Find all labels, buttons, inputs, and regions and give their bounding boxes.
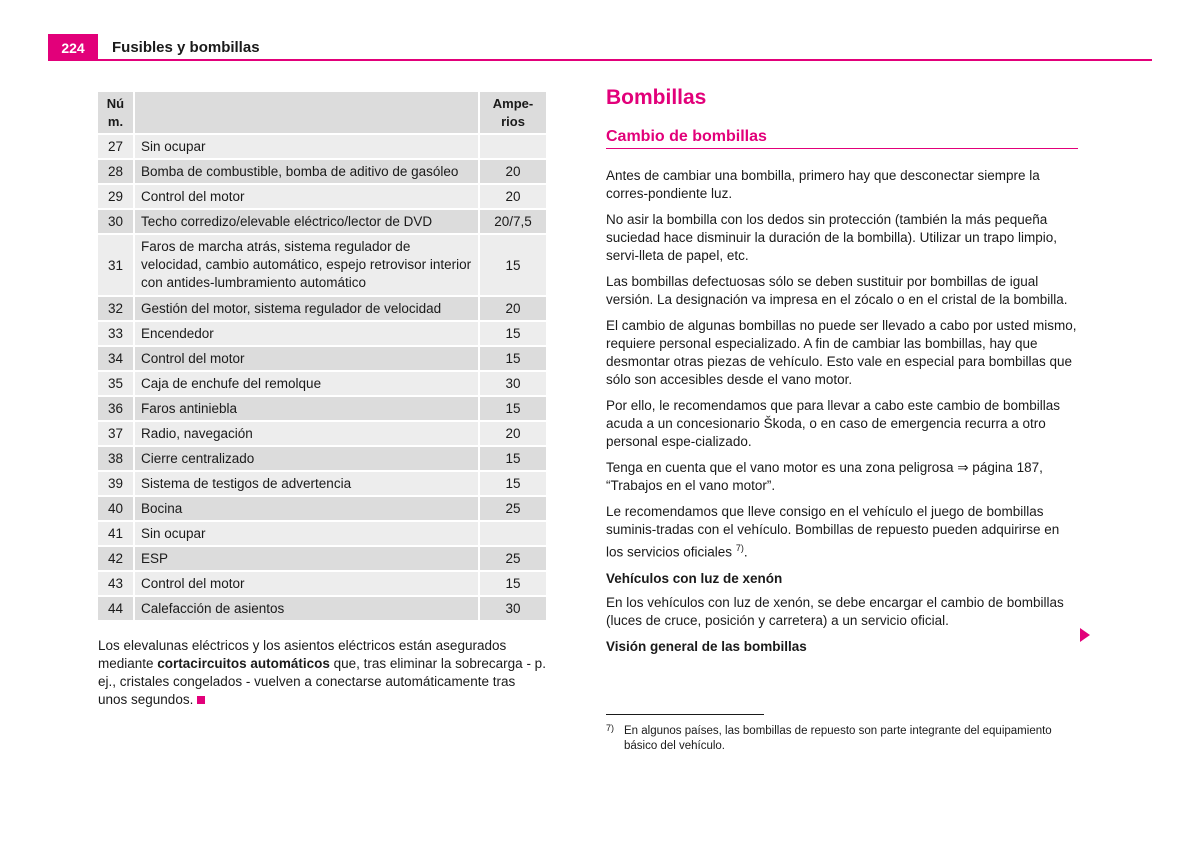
fuse-description-cell: Caja de enchufe del remolque [134,371,479,396]
table-row [98,396,547,421]
table-row [98,134,547,159]
table-header-row [98,92,547,134]
fuse-amperes-cell: 15 [479,571,547,596]
fuse-description-cell: Calefacción de asientos [134,596,479,621]
column-header-number-line2: m. [107,113,124,129]
fuse-description-cell: Sistema de testigos de advertencia [134,471,479,496]
note-text-bold: cortacircuitos automáticos [157,656,330,671]
subheading-xenon: Vehículos con luz de xenón [606,570,783,586]
fuse-description-cell: Radio, navegación [134,421,479,446]
paragraph-7-text: Le recomendamos que lleve consigo en el vehículo el juego de bombillas suminis-tradas con el vehículo. Bombillas de repuesto pueden adquirirse en los servicios oficiales [606,504,1060,560]
fuse-amperes-cell: 20 [479,421,547,446]
end-of-section-square-icon [197,696,205,704]
section-title: Bombillas [606,86,707,109]
table-row [98,496,547,521]
paragraph-7 [606,503,1078,562]
fuse-amperes-cell: 25 [479,496,547,521]
fuse-description-cell: Sin ocupar [134,134,479,159]
column-header-amperes-line2: rios [501,113,525,129]
paragraph-3: Las bombillas defectuosas sólo se deben sustituir por bombillas de igual versión. La designación va impresa en el zócalo o en el cristal de la bombilla. [606,274,1068,307]
table-row [98,159,547,184]
fuse-amperes-cell: 15 [479,234,547,296]
page-header [48,34,1152,62]
fuse-number-cell: 42 [98,546,134,571]
table-row [98,571,547,596]
fuse-number-cell: 38 [98,446,134,471]
fuse-number-cell: 37 [98,421,134,446]
paragraph-8: En los vehículos con luz de xenón, se debe encargar el cambio de bombillas (luces de cruce, posición y carretera) a un servicio oficial. [606,594,1064,628]
table-row [98,209,547,234]
fuse-number-cell: 40 [98,496,134,521]
fuse-description-cell: Techo corredizo/elevable eléctrico/lector de DVD [134,209,479,234]
fuse-amperes-cell: 15 [479,346,547,371]
fuse-number-cell: 34 [98,346,134,371]
fuse-description-cell: Bocina [134,496,479,521]
table-row [98,546,547,571]
fuse-amperes-cell: 20 [479,159,547,184]
fuse-number-cell: 39 [98,471,134,496]
fuse-number-cell: 35 [98,371,134,396]
fuse-amperes-cell: 20 [479,296,547,321]
fuse-amperes-cell: 15 [479,471,547,496]
running-title: Fusibles y bombillas [112,39,260,56]
circuit-breaker-note [98,637,548,709]
footnote-mark: 7) [606,723,615,733]
fuse-table [98,92,548,622]
fuse-amperes-cell: 25 [479,546,547,571]
table-row [98,446,547,471]
fuse-number-cell: 31 [98,234,134,296]
paragraph-4: El cambio de algunas bombillas no puede ser llevado a cabo por usted mismo, requiere personal especializado. A fin de cambiar las bombillas, hay que desmontar otras piezas de vehículo. Esto vale en especial para bombillas que sólo son accesibles desde el vano motor. [606,318,1077,387]
paragraph-5: Por ello, le recomendamos que para llevar a cabo este cambio de bombillas acuda a un concesionario Škoda, o en caso de emergencia recurra a otro personal espe-cializado. [606,398,1060,449]
fuse-description-cell: Encendedor [134,321,479,346]
column-header-amperes [479,92,547,134]
table-row [98,184,547,209]
fuse-description-cell: Faros antiniebla [134,396,479,421]
fuse-amperes-cell: 15 [479,321,547,346]
fuse-amperes-cell: 20 [479,184,547,209]
note-text-after: que, tras eliminar la sobrecarga - p. ej., cristales congelados - vuelven a conectarse automáticamente tras unos segundos. [98,656,546,707]
fuse-description-cell: Bomba de combustible, bomba de aditivo de gasóleo [134,159,479,184]
column-header-description [134,92,479,134]
fuse-amperes-cell [479,521,547,546]
fuse-description-cell: Cierre centralizado [134,446,479,471]
footnote-reference: 7) [735,543,744,553]
fuse-number-cell: 30 [98,209,134,234]
fuse-description-cell: ESP [134,546,479,571]
table-row [98,346,547,371]
right-column [606,86,1078,662]
fuse-description-cell: Control del motor [134,571,479,596]
table-row [98,234,547,296]
footnote [606,724,1080,754]
table-row [98,596,547,621]
fuse-number-cell: 27 [98,134,134,159]
column-header-amperes-line1: Ampe- [492,95,534,111]
footnote-rule [606,714,764,715]
fuse-description-cell: Control del motor [134,346,479,371]
fuse-table-body [98,134,547,621]
paragraph-2: No asir la bombilla con los dedos sin protección (también la más pequeña suciedad hace disminuir la duración de la bombilla). Utilizar un trapo limpio, servi-lleta de papel, etc. [606,212,1057,263]
fuse-number-cell: 43 [98,571,134,596]
fuse-amperes-cell: 30 [479,596,547,621]
fuse-number-cell: 44 [98,596,134,621]
paragraph-7-end: . [743,544,748,560]
fuse-number-cell: 36 [98,396,134,421]
continue-arrow-icon [1080,628,1090,642]
column-header-number-line1: Nú [106,95,125,111]
page-number: 224 [48,34,98,60]
fuse-number-cell: 32 [98,296,134,321]
note-text-before: Los elevalunas eléctricos y los asientos eléctricos están asegurados mediante [98,638,507,671]
section-subtitle: Cambio de bombillas [606,128,1078,149]
table-row [98,321,547,346]
fuse-number-cell: 29 [98,184,134,209]
table-row [98,296,547,321]
fuse-description-cell: Sin ocupar [134,521,479,546]
footnote-text: En algunos países, las bombillas de repuesto son parte integrante del equipamiento básico del vehículo. [624,725,1052,752]
table-row [98,471,547,496]
fuse-amperes-cell [479,134,547,159]
fuse-description-cell: Gestión del motor, sistema regulador de velocidad [134,296,479,321]
table-row [98,371,547,396]
fuse-amperes-cell: 30 [479,371,547,396]
column-header-number [98,92,134,134]
table-row [98,521,547,546]
fuse-number-cell: 41 [98,521,134,546]
table-row [98,421,547,446]
subheading-bulb-overview: Visión general de las bombillas [606,638,807,654]
paragraph-6: Tenga en cuenta que el vano motor es una zona peligrosa ⇒ página 187, “Trabajos en el vano motor”. [606,460,1043,493]
fuse-amperes-cell: 20/7,5 [479,209,547,234]
paragraph-1: Antes de cambiar una bombilla, primero hay que desconectar siempre la corres-pondiente luz. [606,168,1040,201]
header-rule [48,59,1152,61]
fuse-description-cell: Control del motor [134,184,479,209]
fuse-number-cell: 28 [98,159,134,184]
fuse-amperes-cell: 15 [479,396,547,421]
fuse-description-cell: Faros de marcha atrás, sistema regulador de velocidad, cambio automático, espejo retrovisor interior con antides-lumbramiento automático [134,234,479,296]
fuse-number-cell: 33 [98,321,134,346]
fuse-amperes-cell: 15 [479,446,547,471]
